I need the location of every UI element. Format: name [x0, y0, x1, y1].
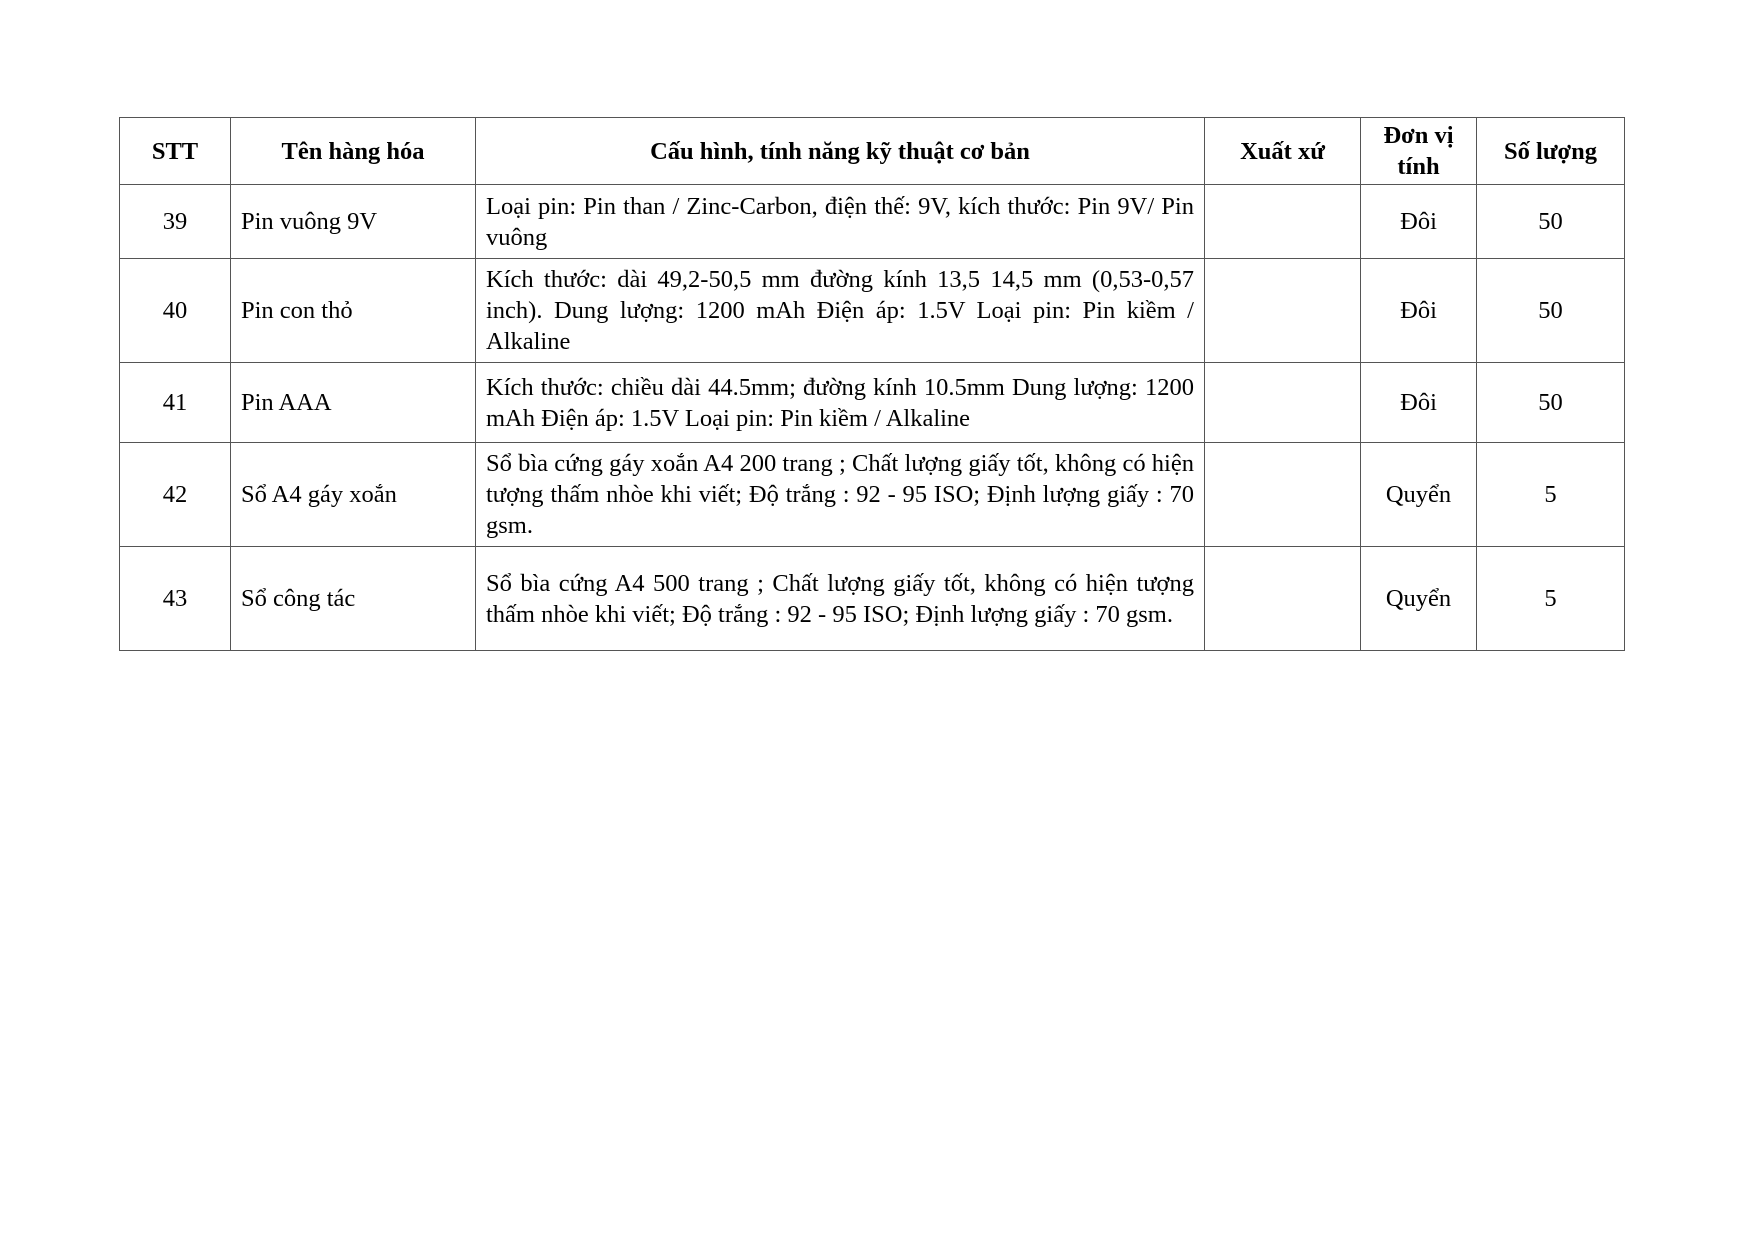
cell-unit: Đôi	[1361, 363, 1477, 443]
cell-name: Pin AAA	[231, 363, 476, 443]
goods-table	[119, 117, 1625, 651]
cell-unit: Đôi	[1361, 185, 1477, 259]
cell-stt: 43	[120, 547, 231, 651]
cell-stt: 40	[120, 259, 231, 363]
cell-qty: 50	[1477, 363, 1625, 443]
cell-unit: Đôi	[1361, 259, 1477, 363]
cell-name: Sổ công tác	[231, 547, 476, 651]
cell-origin	[1205, 443, 1361, 547]
cell-spec: Kích thước: chiều dài 44.5mm; đường kính 10.5mm Dung lượng: 1200 mAh Điện áp: 1.5V Loại pin: Pin kiềm / Alkaline	[476, 363, 1205, 443]
cell-unit: Quyển	[1361, 547, 1477, 651]
cell-stt: 42	[120, 443, 231, 547]
header-unit: Đơn vị tính	[1361, 118, 1477, 185]
cell-spec: Kích thước: dài 49,2-50,5 mm đường kính 13,5 14,5 mm (0,53-0,57 inch). Dung lượng: 1200 mAh Điện áp: 1.5V Loại pin: Pin kiềm / Alkaline	[476, 259, 1205, 363]
table-row	[120, 259, 1625, 363]
cell-name: Pin con thỏ	[231, 259, 476, 363]
table-row	[120, 547, 1625, 651]
header-spec: Cấu hình, tính năng kỹ thuật cơ bản	[476, 118, 1205, 185]
cell-spec: Sổ bìa cứng A4 500 trang ; Chất lượng giấy tốt, không có hiện tượng thấm nhòe khi viết; Độ trắng : 92 - 95 ISO; Định lượng giấy : 70 gsm.	[476, 547, 1205, 651]
cell-qty: 5	[1477, 547, 1625, 651]
table-row	[120, 363, 1625, 443]
cell-origin	[1205, 363, 1361, 443]
cell-spec: Sổ bìa cứng gáy xoắn A4 200 trang ; Chất lượng giấy tốt, không có hiện tượng thấm nhòe khi viết; Độ trắng : 92 - 95 ISO; Định lượng giấy : 70 gsm.	[476, 443, 1205, 547]
header-qty: Số lượng	[1477, 118, 1625, 185]
cell-qty: 5	[1477, 443, 1625, 547]
header-origin: Xuất xứ	[1205, 118, 1361, 185]
table-row	[120, 443, 1625, 547]
cell-stt: 39	[120, 185, 231, 259]
cell-unit: Quyển	[1361, 443, 1477, 547]
header-stt: STT	[120, 118, 231, 185]
table-header-row	[120, 118, 1625, 185]
cell-spec: Loại pin: Pin than / Zinc-Carbon, điện thế: 9V, kích thước: Pin 9V/ Pin vuông	[476, 185, 1205, 259]
cell-qty: 50	[1477, 185, 1625, 259]
cell-origin	[1205, 547, 1361, 651]
cell-qty: 50	[1477, 259, 1625, 363]
table-row	[120, 185, 1625, 259]
cell-origin	[1205, 259, 1361, 363]
cell-name: Sổ A4 gáy xoắn	[231, 443, 476, 547]
cell-name: Pin vuông 9V	[231, 185, 476, 259]
cell-stt: 41	[120, 363, 231, 443]
cell-origin	[1205, 185, 1361, 259]
header-name: Tên hàng hóa	[231, 118, 476, 185]
